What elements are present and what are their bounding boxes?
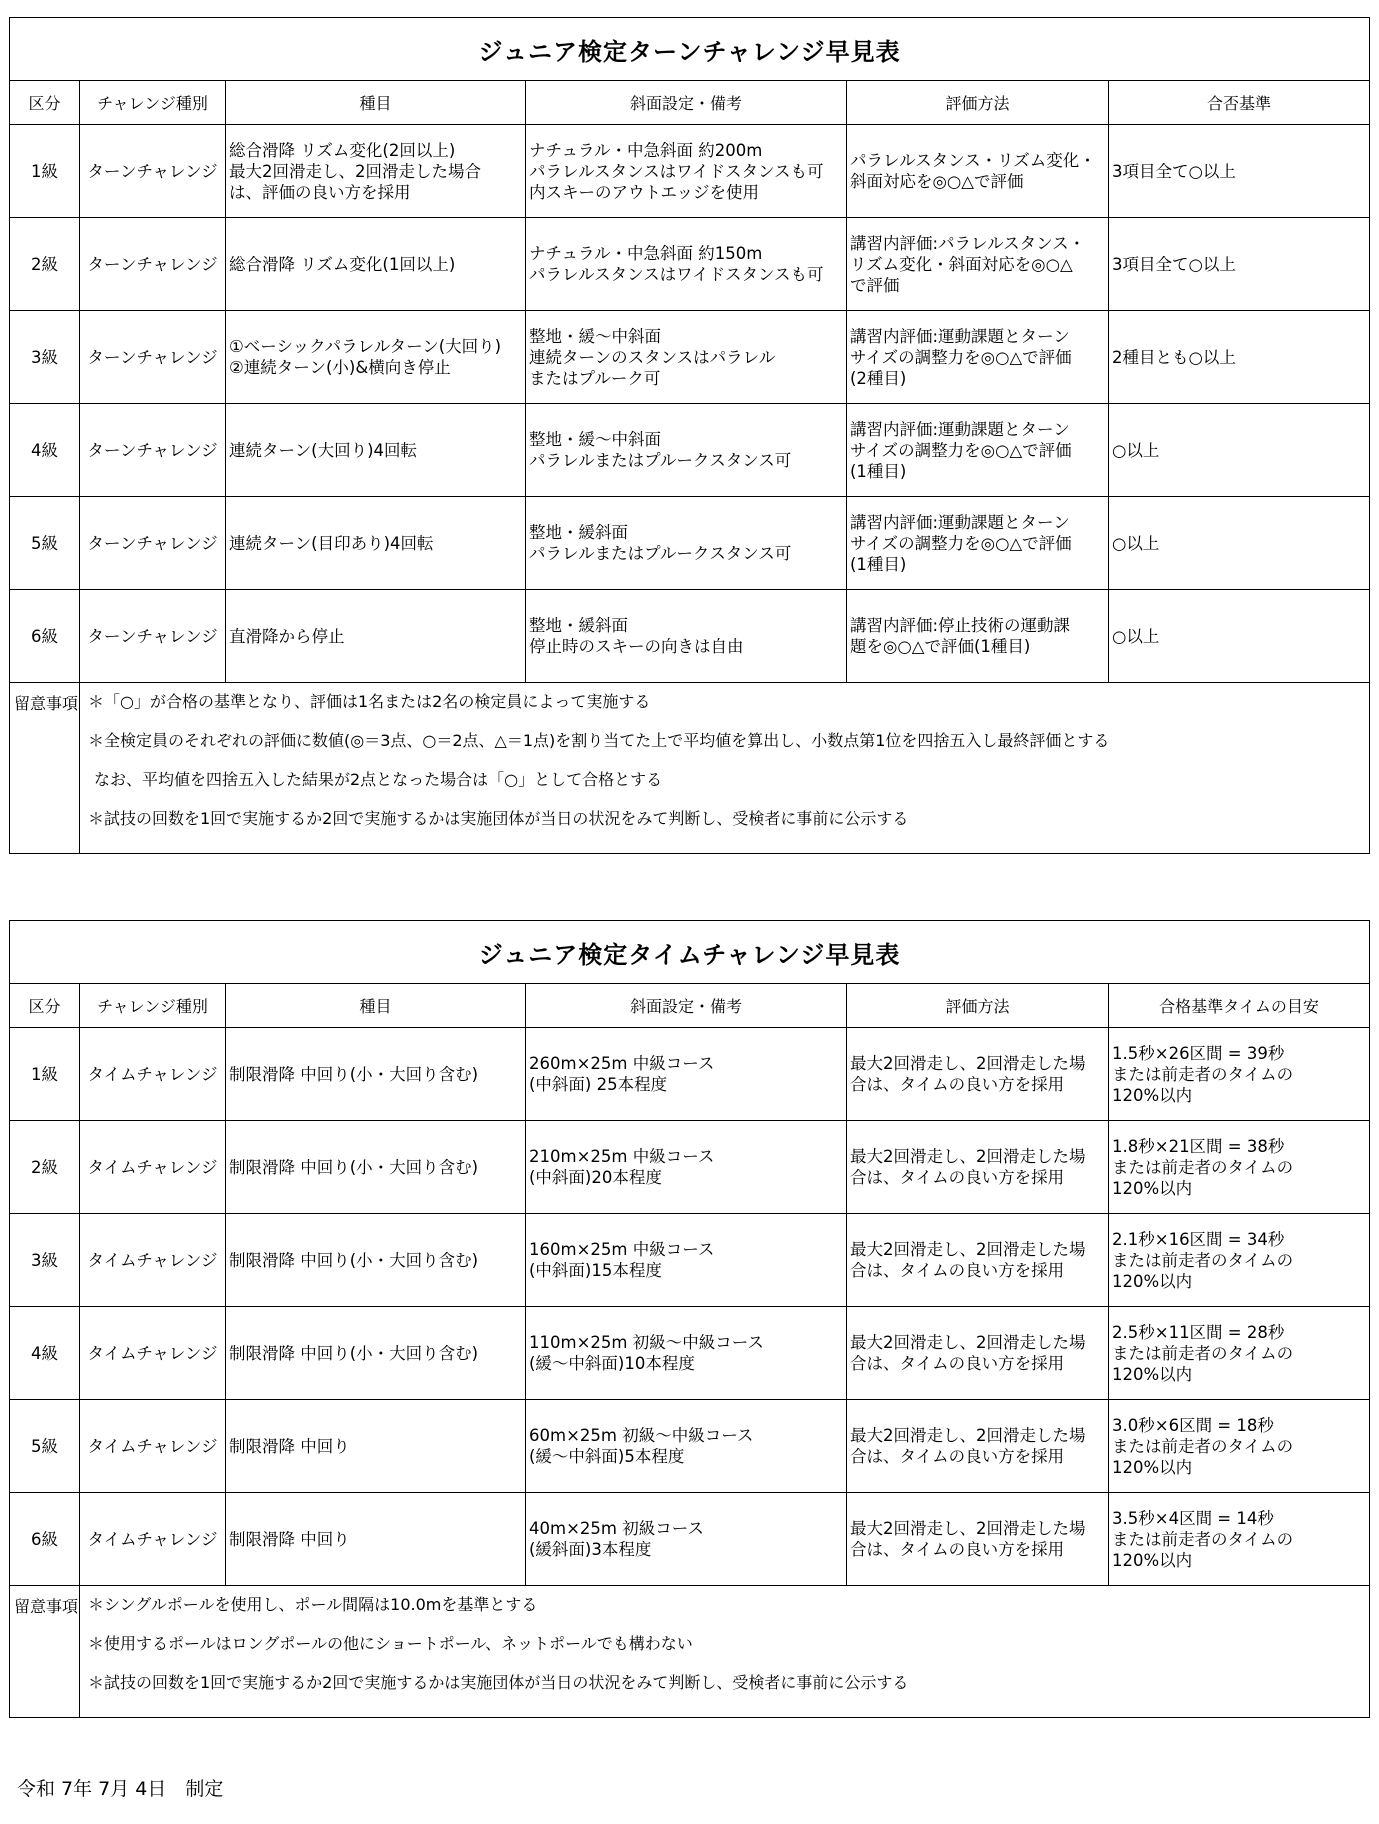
evaluation-cell: 最大2回滑走し、2回滑走した場 合は、タイムの良い方を採用 xyxy=(847,1028,1109,1121)
slope-cell: 整地・緩斜面 パラレルまたはプルークスタンス可 xyxy=(526,497,847,590)
event-cell: 制限滑降 中回り(小・大回り含む) xyxy=(226,1307,526,1400)
grade-cell: 3級 xyxy=(10,1214,80,1307)
type-cell: ターンチャレンジ xyxy=(80,311,226,404)
grade-cell: 6級 xyxy=(10,1493,80,1586)
grade-cell: 4級 xyxy=(10,1307,80,1400)
evaluation-cell: 最大2回滑走し、2回滑走した場 合は、タイムの良い方を採用 xyxy=(847,1307,1109,1400)
table-row xyxy=(10,218,1370,311)
criteria-cell: ○以上 xyxy=(1109,497,1370,590)
slope-cell: 210m×25m 中級コース (中斜面)20本程度 xyxy=(526,1121,847,1214)
evaluation-cell: 講習内評価:運動課題とターン サイズの調整力を◎○△で評価 (1種目) xyxy=(847,497,1109,590)
grade-cell: 1級 xyxy=(10,125,80,218)
header-evaluation: 評価方法 xyxy=(847,81,1109,125)
notes-label: 留意事項 xyxy=(10,683,80,854)
grade-cell: 1級 xyxy=(10,1028,80,1121)
event-cell: 連続ターン(大回り)4回転 xyxy=(226,404,526,497)
type-cell: ターンチャレンジ xyxy=(80,404,226,497)
criteria-cell: 3.5秒×4区間 = 14秒 または前走者のタイムの 120%以内 xyxy=(1109,1493,1370,1586)
type-cell: タイムチャレンジ xyxy=(80,1400,226,1493)
criteria-cell: 3.0秒×6区間 = 18秒 または前走者のタイムの 120%以内 xyxy=(1109,1400,1370,1493)
table-row xyxy=(10,1493,1370,1586)
evaluation-cell: 最大2回滑走し、2回滑走した場 合は、タイムの良い方を採用 xyxy=(847,1493,1109,1586)
event-cell: 総合滑降 リズム変化(2回以上) 最大2回滑走し、2回滑走した場合 は、評価の良い方を採用 xyxy=(226,125,526,218)
header-event: 種目 xyxy=(226,984,526,1028)
slope-cell: 260m×25m 中級コース (中斜面) 25本程度 xyxy=(526,1028,847,1121)
event-cell: ①ベーシックパラレルターン(大回り) ②連続ターン(小)&横向き停止 xyxy=(226,311,526,404)
time-notes-row xyxy=(10,1586,1370,1718)
table-row xyxy=(10,1307,1370,1400)
type-cell: ターンチャレンジ xyxy=(80,497,226,590)
turn-challenge-table xyxy=(9,17,1370,854)
evaluation-cell: 最大2回滑走し、2回滑走した場 合は、タイムの良い方を採用 xyxy=(847,1214,1109,1307)
header-criteria: 合否基準 xyxy=(1109,81,1370,125)
header-challenge-type: チャレンジ種別 xyxy=(80,81,226,125)
note-line: ＊「○」が合格の基準となり、評価は1名または2名の検定員によって実施する xyxy=(88,692,651,711)
header-grade: 区分 xyxy=(10,984,80,1028)
table-row xyxy=(10,1028,1370,1121)
table-row xyxy=(10,1121,1370,1214)
type-cell: タイムチャレンジ xyxy=(80,1121,226,1214)
note-line: ＊試技の回数を1回で実施するか2回で実施するかは実施団体が当日の状況をみて判断し、受検者に事前に公示する xyxy=(88,1673,909,1692)
criteria-cell: 1.8秒×21区間 = 38秒 または前走者のタイムの 120%以内 xyxy=(1109,1121,1370,1214)
slope-cell: ナチュラル・中急斜面 約200m パラレルスタンスはワイドスタンスも可 内スキーのアウトエッジを使用 xyxy=(526,125,847,218)
criteria-cell: 3項目全て○以上 xyxy=(1109,218,1370,311)
enactment-date: 令和 7年 7月 4日 制定 xyxy=(17,1778,224,1800)
header-criteria-time: 合格基準タイムの目安 xyxy=(1109,984,1370,1028)
turn-table-title: ジュニア検定ターンチャレンジ早見表 xyxy=(10,18,1370,81)
table-row xyxy=(10,1400,1370,1493)
type-cell: タイムチャレンジ xyxy=(80,1028,226,1121)
slope-cell: ナチュラル・中急斜面 約150m パラレルスタンスはワイドスタンスも可 xyxy=(526,218,847,311)
type-cell: タイムチャレンジ xyxy=(80,1214,226,1307)
table-row xyxy=(10,590,1370,683)
header-slope: 斜面設定・備考 xyxy=(526,984,847,1028)
header-slope: 斜面設定・備考 xyxy=(526,81,847,125)
type-cell: ターンチャレンジ xyxy=(80,218,226,311)
table-row xyxy=(10,404,1370,497)
event-cell: 制限滑降 中回り xyxy=(226,1493,526,1586)
criteria-cell: ○以上 xyxy=(1109,404,1370,497)
slope-cell: 40m×25m 初級コース (緩斜面)3本程度 xyxy=(526,1493,847,1586)
turn-table-header xyxy=(10,81,1370,125)
grade-cell: 5級 xyxy=(10,497,80,590)
slope-cell: 160m×25m 中級コース (中斜面)15本程度 xyxy=(526,1214,847,1307)
slope-cell: 整地・緩～中斜面 パラレルまたはプルークスタンス可 xyxy=(526,404,847,497)
criteria-cell: 2種目とも○以上 xyxy=(1109,311,1370,404)
type-cell: ターンチャレンジ xyxy=(80,590,226,683)
event-cell: 総合滑降 リズム変化(1回以上) xyxy=(226,218,526,311)
turn-notes-row xyxy=(10,683,1370,854)
header-event: 種目 xyxy=(226,81,526,125)
slope-cell: 整地・緩～中斜面 連続ターンのスタンスはパラレル またはプルーク可 xyxy=(526,311,847,404)
table-row xyxy=(10,311,1370,404)
note-line: ＊全検定員のそれぞれの評価に数値(◎＝3点、○＝2点、△＝1点)を割り当てた上で平均値を算出し、小数点第1位を四捨五入し最終評価とする xyxy=(88,731,1110,750)
event-cell: 連続ターン(目印あり)4回転 xyxy=(226,497,526,590)
event-cell: 制限滑降 中回り(小・大回り含む) xyxy=(226,1028,526,1121)
evaluation-cell: 最大2回滑走し、2回滑走した場 合は、タイムの良い方を採用 xyxy=(847,1400,1109,1493)
notes-label: 留意事項 xyxy=(10,1586,80,1718)
notes-cell xyxy=(80,1586,1370,1718)
header-challenge-type: チャレンジ種別 xyxy=(80,984,226,1028)
notes-cell xyxy=(80,683,1370,854)
criteria-cell: 2.1秒×16区間 = 34秒 または前走者のタイムの 120%以内 xyxy=(1109,1214,1370,1307)
criteria-cell: 2.5秒×11区間 = 28秒 または前走者のタイムの 120%以内 xyxy=(1109,1307,1370,1400)
grade-cell: 5級 xyxy=(10,1400,80,1493)
event-cell: 制限滑降 中回り(小・大回り含む) xyxy=(226,1214,526,1307)
grade-cell: 2級 xyxy=(10,218,80,311)
grade-cell: 6級 xyxy=(10,590,80,683)
header-grade: 区分 xyxy=(10,81,80,125)
table-row xyxy=(10,125,1370,218)
note-line: ＊使用するポールはロングポールの他にショートポール、ネットポールでも構わない xyxy=(88,1634,693,1653)
table-row xyxy=(10,1214,1370,1307)
event-cell: 制限滑降 中回り(小・大回り含む) xyxy=(226,1121,526,1214)
criteria-cell: 1.5秒×26区間 = 39秒 または前走者のタイムの 120%以内 xyxy=(1109,1028,1370,1121)
slope-cell: 110m×25m 初級～中級コース (緩～中斜面)10本程度 xyxy=(526,1307,847,1400)
evaluation-cell: 講習内評価:停止技術の運動課 題を◎○△で評価(1種目) xyxy=(847,590,1109,683)
event-cell: 制限滑降 中回り xyxy=(226,1400,526,1493)
grade-cell: 2級 xyxy=(10,1121,80,1214)
header-evaluation: 評価方法 xyxy=(847,984,1109,1028)
criteria-cell: 3項目全て○以上 xyxy=(1109,125,1370,218)
evaluation-cell: パラレルスタンス・リズム変化・ 斜面対応を◎○△で評価 xyxy=(847,125,1109,218)
time-table-header xyxy=(10,984,1370,1028)
type-cell: タイムチャレンジ xyxy=(80,1307,226,1400)
slope-cell: 整地・緩斜面 停止時のスキーの向きは自由 xyxy=(526,590,847,683)
evaluation-cell: 講習内評価:パラレルスタンス・ リズム変化・斜面対応を◎○△ で評価 xyxy=(847,218,1109,311)
note-line: ＊シングルポールを使用し、ポール間隔は10.0mを基準とする xyxy=(88,1595,538,1614)
note-line: ＊試技の回数を1回で実施するか2回で実施するかは実施団体が当日の状況をみて判断し、受検者に事前に公示する xyxy=(88,809,909,828)
type-cell: タイムチャレンジ xyxy=(80,1493,226,1586)
time-table-title: ジュニア検定タイムチャレンジ早見表 xyxy=(10,921,1370,984)
criteria-cell: ○以上 xyxy=(1109,590,1370,683)
evaluation-cell: 講習内評価:運動課題とターン サイズの調整力を◎○△で評価 (1種目) xyxy=(847,404,1109,497)
type-cell: ターンチャレンジ xyxy=(80,125,226,218)
note-line: なお、平均値を四捨五入した結果が2点となった場合は「○」として合格とする xyxy=(94,770,663,789)
time-challenge-table xyxy=(9,920,1370,1718)
event-cell: 直滑降から停止 xyxy=(226,590,526,683)
evaluation-cell: 講習内評価:運動課題とターン サイズの調整力を◎○△で評価 (2種目) xyxy=(847,311,1109,404)
evaluation-cell: 最大2回滑走し、2回滑走した場 合は、タイムの良い方を採用 xyxy=(847,1121,1109,1214)
table-row xyxy=(10,497,1370,590)
grade-cell: 3級 xyxy=(10,311,80,404)
grade-cell: 4級 xyxy=(10,404,80,497)
slope-cell: 60m×25m 初級～中級コース (緩～中斜面)5本程度 xyxy=(526,1400,847,1493)
